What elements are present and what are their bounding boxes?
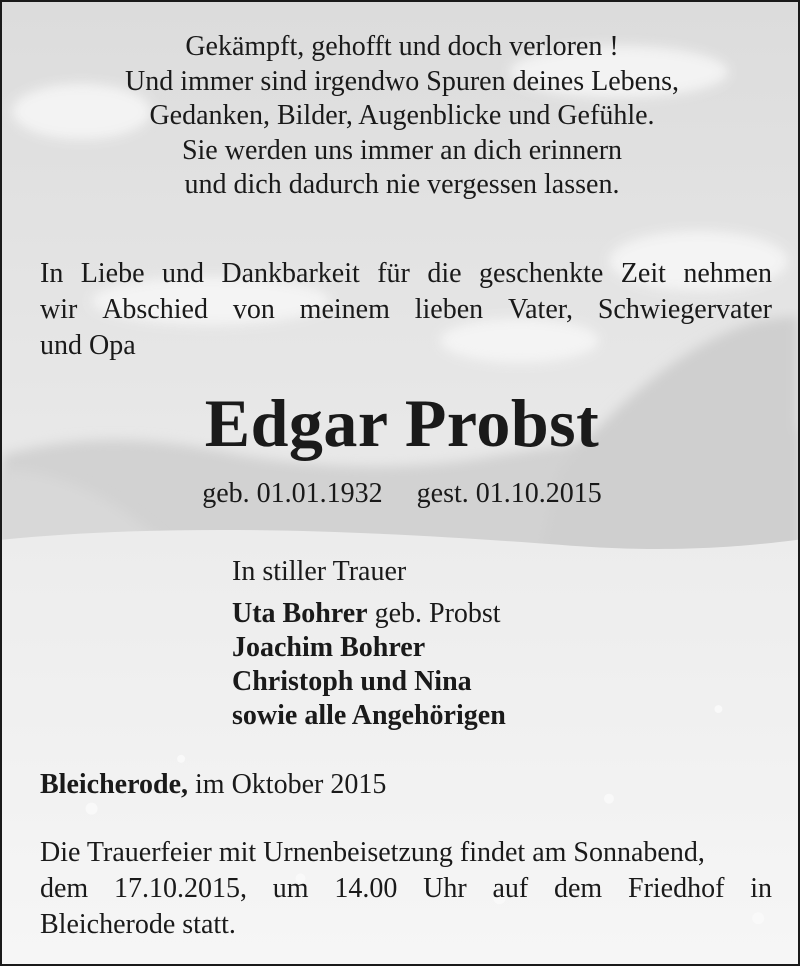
birth-date: geb. 01.01.1932 xyxy=(202,478,383,509)
poem-line: Gedanken, Bilder, Augenblicke und Gefühle. xyxy=(149,100,655,131)
mourner-entry: Christoph und Nina xyxy=(232,666,472,697)
farewell-line-2: wir Abschied von meinem lieben Vater, Schwiegervater xyxy=(40,294,772,325)
poem-line: Sie werden uns immer an dich erinnern xyxy=(181,134,623,166)
funeral-line-2: dem 17.10.2015, um 14.00 Uhr auf dem Friedhof in xyxy=(40,873,772,904)
memorial-poem xyxy=(2,30,800,203)
place-and-date xyxy=(40,767,386,803)
mourning-phrase: In stiller Trauer xyxy=(232,556,407,587)
mourner-entry: sowie alle Angehörigen xyxy=(232,700,506,731)
town: Bleicherode, xyxy=(40,769,189,800)
life-dates xyxy=(2,476,800,512)
funeral-info xyxy=(40,835,772,943)
funeral-line-1: Die Trauerfeier mit Urnenbeisetzung findet am Sonnabend, xyxy=(40,837,705,868)
mourner-entry: Joachim Bohrer xyxy=(232,632,426,663)
notice-content xyxy=(2,2,798,964)
poem-line: und dich dadurch nie vergessen lassen. xyxy=(184,169,620,200)
poem-line: Und immer sind irgendwo Spuren deines Lebens, xyxy=(125,65,679,97)
month-year: im Oktober 2015 xyxy=(188,769,387,800)
mourner-entry: Uta Bohrer geb. Probst xyxy=(232,598,501,629)
mourners-block xyxy=(232,555,506,733)
farewell-line-1: In Liebe und Dankbarkeit für die geschenkte Zeit nehmen xyxy=(40,258,772,289)
poem-line: Gekämpft, gehofft und doch verloren ! xyxy=(185,31,619,62)
farewell-line-3: und Opa xyxy=(40,330,136,361)
farewell-paragraph xyxy=(40,256,772,364)
death-date: gest. 01.10.2015 xyxy=(416,478,602,509)
deceased-name: Edgar Probst xyxy=(204,385,600,461)
funeral-line-3: Bleicherode statt. xyxy=(40,909,236,940)
